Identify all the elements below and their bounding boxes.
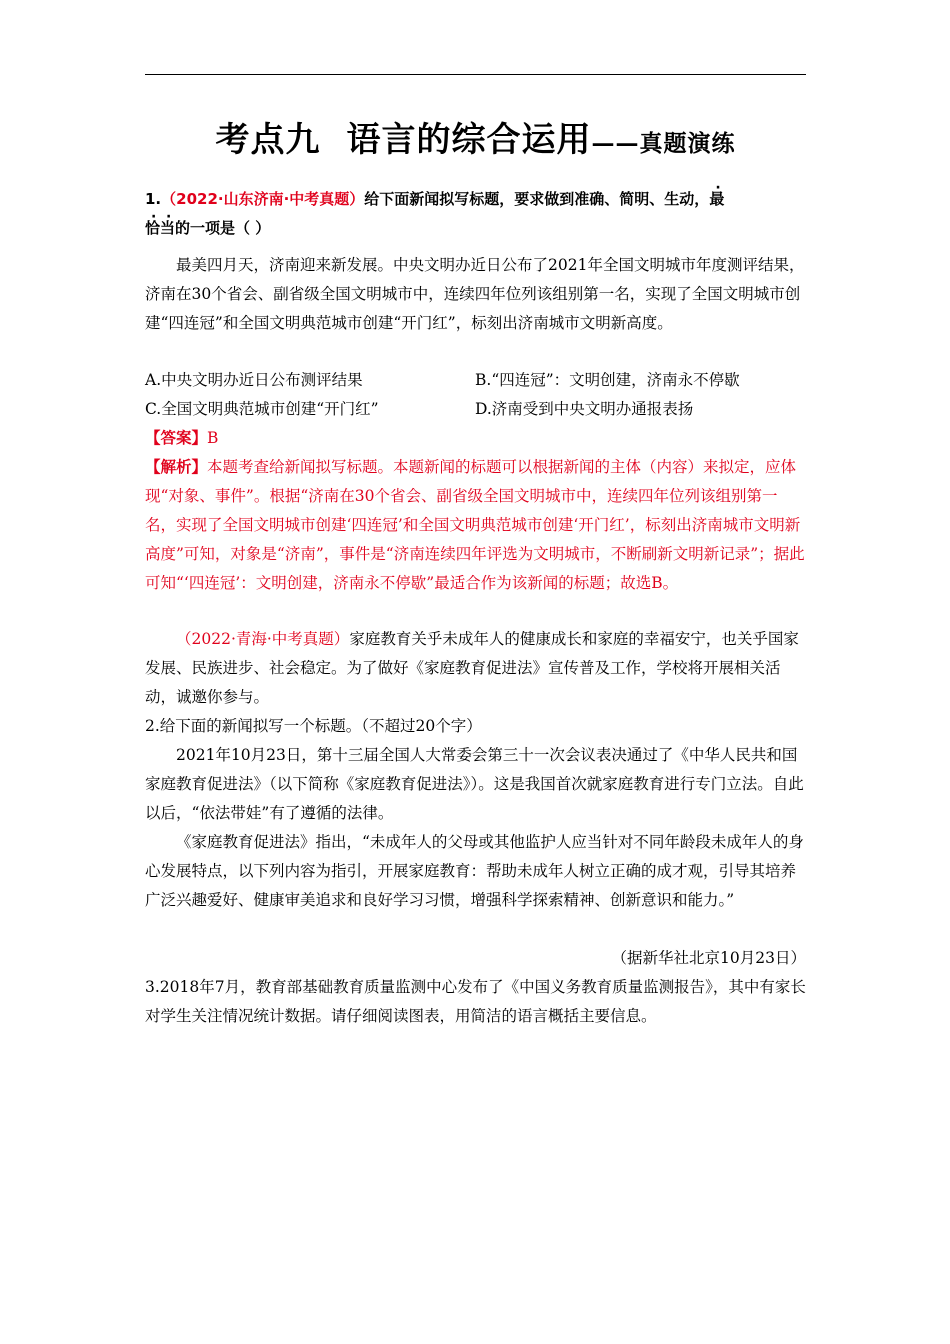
page-title — [145, 112, 806, 161]
analysis-text: 本题考查给新闻拟写标题。本题新闻的标题可以根据新闻的主体（内容）来拟定，应体现“对象、事件”。根据“济南在30个省会、副省级全国文明城市中，连续四年位列该组别第一名，实现了全国文明城市创建‘四连冠’和全国文明典范城市创建‘开门红’，标刻出济南城市文明新高度”可知，对象是“济南”，事件是“济南连续四年评选为文明城市，不断刷新文明新记录”；据此可知“‘四连冠’：文明创建，济南永不停歇”最适合作为该新闻的标题；故选B。 — [145, 458, 805, 592]
q1-analysis — [145, 453, 806, 598]
q1-answer — [145, 424, 218, 453]
q3-stem: 3.2018年7月，教育部基础教育质量监测中心发布了《中国义务教育质量监测报告》，其中有家长对学生关注情况统计数据。请仔细阅读图表，用简洁的语言概括主要信息。 — [145, 978, 806, 1025]
option-d: D.济南受到中央文明办通报表扬 — [475, 400, 694, 418]
q2-intro — [145, 625, 806, 712]
analysis-label: 【解析】 — [145, 458, 208, 476]
option-a: A.中央文明办近日公布测评结果 — [145, 371, 363, 389]
title-sub: ——真题演练 — [591, 130, 736, 157]
q1-number: 1. — [145, 190, 162, 208]
q1-emphasis-3: 当 — [160, 219, 176, 237]
q1-stem-b: 的一项是（ ） — [175, 219, 271, 237]
question-1-stem — [145, 185, 806, 243]
q1-emphasis-1: 最 — [709, 190, 725, 208]
header-rule — [145, 74, 806, 75]
q2-intro-text: 家庭教育关乎未成年人的健康成长和家庭的幸福安宁，也关乎国家发展、民族进步、社会稳定。为了做好《家庭教育促进法》宣传普及工作，学校将开展相关活动，诚邀你参与。 — [145, 630, 799, 706]
title-main: 考点九 — [215, 120, 321, 160]
q2-paragraph-1: 2021年10月23日，第十三届全国人大常委会第三十一次会议表决通过了《中华人民共和国家庭教育促进法》（以下简称《家庭教育促进法》）。这是我国首次就家庭教育进行专门立法。自此以后，“依法带娃”有了遵循的法律。 — [145, 746, 804, 822]
q2-paragraph-2: 《家庭教育促进法》指出，“未成年人的父母或其他监护人应当针对不同年龄段未成年人的身心发展特点，以下列内容为指引，开展家庭教育：帮助未成年人树立正确的成才观，引导其培养广泛兴趣爱好、健康审美追求和良好学习习惯，增强科学探索精神、创新意识和能力。” — [145, 833, 804, 909]
q1-options — [145, 366, 806, 424]
title-topic: 语言的综合运用 — [346, 120, 592, 160]
q1-passage: 最美四月天，济南迎来新发展。中央文明办近日公布了2021年全国文明城市年度测评结果，济南在30个省会、副省级全国文明城市中，连续四年位列该组别第一名，实现了全国文明城市创建“四连冠”和全国文明典范城市创建“开门红”，标刻出济南城市文明新高度。 — [145, 256, 805, 332]
option-b: B.“四连冠”：文明创建，济南永不停歇 — [475, 371, 740, 389]
answer-label: 【答案】 — [145, 429, 208, 447]
answer-value: B — [207, 429, 219, 447]
q2-stem: 2.给下面的新闻拟写一个标题。（不超过20个字） — [145, 717, 482, 735]
q1-stem-a: 给下面新闻拟写标题，要求做到准确、简明、生动， — [364, 190, 710, 208]
option-c: C.全国文明典范城市创建“开门红” — [145, 400, 379, 418]
q1-emphasis-2: 恰 — [145, 219, 161, 237]
q1-source-tag: （2022·山东济南·中考真题） — [161, 190, 365, 208]
q2-source: （据新华社北京10月23日） — [611, 949, 806, 967]
q2-source-tag: （2022·青海·中考真题） — [176, 630, 350, 648]
